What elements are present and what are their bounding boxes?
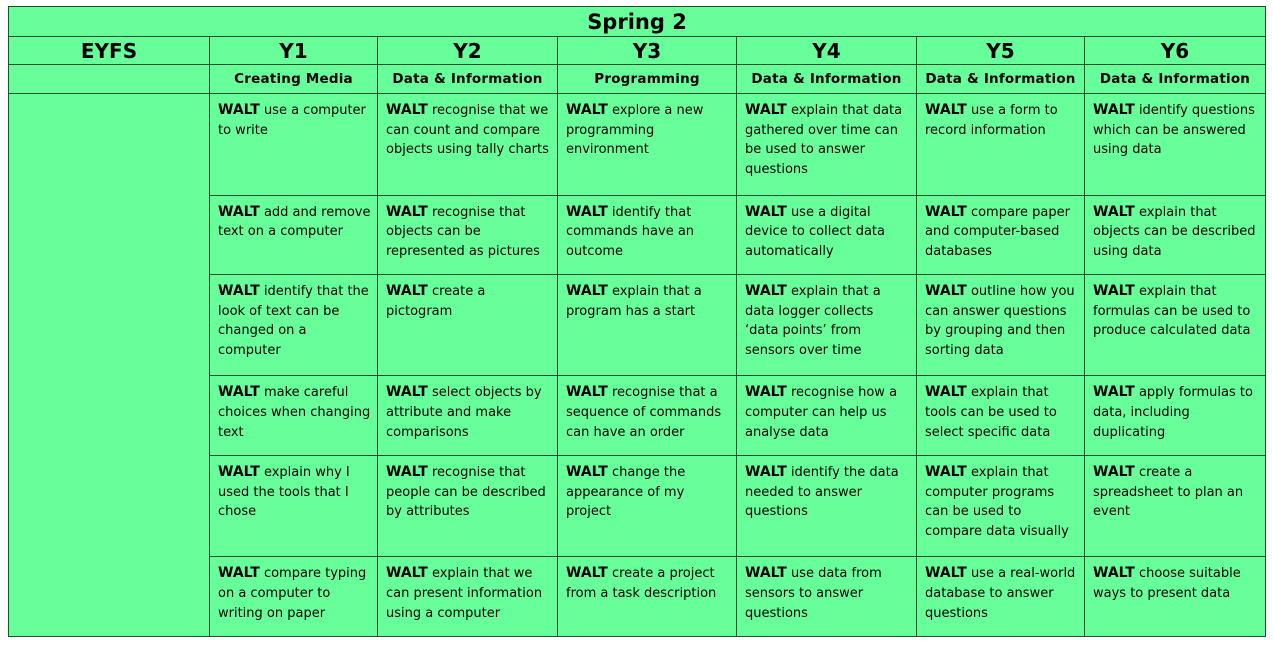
walt-label: WALT xyxy=(386,282,428,299)
objective-cell xyxy=(917,557,1085,637)
objective-text: recognise that we can count and compare objects using tally charts xyxy=(386,103,549,158)
objective-text: explain that computer programs can be used to compare data visually xyxy=(925,464,1069,539)
objective-cell xyxy=(737,455,917,557)
spring-2-table xyxy=(8,6,1266,637)
objective-cell xyxy=(210,376,378,455)
objective-cell xyxy=(210,274,378,376)
objective-text: use a form to record information xyxy=(925,103,1058,138)
year-header-y2: Y2 xyxy=(378,37,558,65)
objective-cell xyxy=(737,376,917,455)
year-header-y3: Y3 xyxy=(558,37,737,65)
objective-cell xyxy=(210,94,378,196)
objective-cell xyxy=(917,376,1085,455)
objective-text: explain that a program has a start xyxy=(566,283,702,319)
walt-label: WALT xyxy=(218,203,260,220)
objective-cell xyxy=(1085,274,1266,376)
walt-label: WALT xyxy=(386,463,428,480)
walt-label: WALT xyxy=(925,102,967,118)
objective-text: add and remove text on a computer xyxy=(218,204,371,240)
walt-label: WALT xyxy=(566,565,608,582)
walt-label: WALT xyxy=(1093,384,1135,401)
objective-text: outline how you can answer questions by grouping and then sorting data xyxy=(925,283,1075,358)
walt-label: WALT xyxy=(925,384,967,401)
year-header-eyfs: EYFS xyxy=(9,37,210,65)
subject-header-y6: Data & Information xyxy=(1085,65,1266,94)
objective-text: explain that data gathered over time can be used to answer questions xyxy=(745,103,903,177)
objective-cell xyxy=(210,455,378,557)
walt-label: WALT xyxy=(218,463,260,480)
walt-label: WALT xyxy=(745,384,787,401)
walt-label: WALT xyxy=(386,203,428,220)
walt-label: WALT xyxy=(745,565,787,582)
subject-header-y5: Data & Information xyxy=(917,65,1085,94)
objective-text: select objects by attribute and make comparisons xyxy=(386,385,542,440)
objective-text: apply formulas to data, including duplicating xyxy=(1093,385,1253,440)
subject-header-y2: Data & Information xyxy=(378,65,558,94)
objective-text: use a digital device to collect data automatically xyxy=(745,204,885,259)
walt-label: WALT xyxy=(925,463,967,480)
walt-label: WALT xyxy=(218,102,260,118)
objective-cell xyxy=(558,376,737,455)
objective-cell xyxy=(737,557,917,637)
page-title: Spring 2 xyxy=(9,7,1266,37)
objective-cell xyxy=(737,94,917,196)
subject-header-y4: Data & Information xyxy=(737,65,917,94)
walt-label: WALT xyxy=(745,282,787,299)
objective-text: identify the data needed to answer questions xyxy=(745,464,899,520)
walt-label: WALT xyxy=(566,282,608,299)
subject-header-y3: Programming xyxy=(558,65,737,94)
table-row xyxy=(9,94,1266,196)
objective-cell xyxy=(558,195,737,274)
walt-label: WALT xyxy=(566,203,608,220)
objective-text: identify that the look of text can be changed on a computer xyxy=(218,283,369,358)
objective-cell xyxy=(917,455,1085,557)
walt-label: WALT xyxy=(1093,282,1135,299)
objective-cell xyxy=(917,195,1085,274)
walt-label: WALT xyxy=(925,282,967,299)
walt-label: WALT xyxy=(925,565,967,582)
objective-text: create a pictogram xyxy=(386,283,486,319)
objective-text: make careful choices when changing text xyxy=(218,385,371,440)
objective-text: use a computer to write xyxy=(218,103,366,138)
objective-cell xyxy=(378,455,558,557)
objective-cell xyxy=(1085,195,1266,274)
objective-cell xyxy=(558,94,737,196)
objective-text: create a spreadsheet to plan an event xyxy=(1093,464,1244,520)
walt-label: WALT xyxy=(1093,565,1135,582)
walt-label: WALT xyxy=(218,565,260,582)
walt-label: WALT xyxy=(218,384,260,401)
objective-text: compare typing on a computer to writing on paper xyxy=(218,566,367,621)
walt-label: WALT xyxy=(745,102,787,118)
objective-cell xyxy=(1085,455,1266,557)
objective-cell xyxy=(1085,376,1266,455)
objectives-body xyxy=(9,94,1266,637)
objective-text: explain that formulas can be used to produce calculated data xyxy=(1093,283,1251,339)
subject-header-y1: Creating Media xyxy=(210,65,378,94)
objective-cell xyxy=(210,195,378,274)
objective-text: use a real-world database to answer questions xyxy=(925,566,1076,621)
objective-cell xyxy=(737,274,917,376)
objective-text: recognise that objects can be represented as pictures xyxy=(386,204,540,259)
objective-text: recognise that a sequence of commands can have an order xyxy=(566,385,722,440)
subject-header-eyfs xyxy=(9,65,210,94)
objective-cell xyxy=(1085,94,1266,196)
objective-cell xyxy=(210,557,378,637)
walt-label: WALT xyxy=(1093,463,1135,480)
objective-cell xyxy=(917,94,1085,196)
objective-cell xyxy=(378,195,558,274)
objective-text: create a project from a task description xyxy=(566,566,717,602)
objective-cell xyxy=(917,274,1085,376)
walt-label: WALT xyxy=(745,203,787,220)
objective-text: identify questions which can be answered using data xyxy=(1093,103,1255,158)
objective-cell xyxy=(378,274,558,376)
objective-text: change the appearance of my project xyxy=(566,464,686,520)
objective-text: explain that we can present information using a computer xyxy=(386,566,543,621)
walt-label: WALT xyxy=(386,102,428,118)
objective-cell xyxy=(558,274,737,376)
curriculum-grid xyxy=(8,6,1265,637)
objective-text: explain that tools can be used to select specific data xyxy=(925,385,1057,440)
objective-cell xyxy=(378,557,558,637)
objective-cell xyxy=(1085,557,1266,637)
year-header-y6: Y6 xyxy=(1085,37,1266,65)
year-header-row xyxy=(9,37,1266,65)
walt-label: WALT xyxy=(1093,203,1135,220)
objective-cell xyxy=(378,94,558,196)
objective-cell xyxy=(558,455,737,557)
walt-label: WALT xyxy=(218,282,260,299)
objective-text: explore a new programming environment xyxy=(566,103,704,158)
objective-cell xyxy=(378,376,558,455)
objective-text: explain that objects can be described using data xyxy=(1093,204,1256,259)
subject-header-row xyxy=(9,65,1266,94)
year-header-y5: Y5 xyxy=(917,37,1085,65)
walt-label: WALT xyxy=(566,102,608,118)
objective-text: choose suitable ways to present data xyxy=(1093,566,1241,602)
objective-text: identify that commands have an outcome xyxy=(566,204,695,259)
objective-text: recognise how a computer can help us analyse data xyxy=(745,385,898,440)
objective-text: explain that a data logger collects ‘data points’ from sensors over time xyxy=(745,283,881,358)
year-header-y4: Y4 xyxy=(737,37,917,65)
objective-text: use data from sensors to answer questions xyxy=(745,566,882,621)
objective-cell xyxy=(737,195,917,274)
objective-text: recognise that people can be described by attributes xyxy=(386,464,546,520)
objective-cell xyxy=(558,557,737,637)
walt-label: WALT xyxy=(925,203,967,220)
walt-label: WALT xyxy=(386,384,428,401)
walt-label: WALT xyxy=(1093,102,1135,118)
walt-label: WALT xyxy=(745,463,787,480)
year-header-y1: Y1 xyxy=(210,37,378,65)
walt-label: WALT xyxy=(386,565,428,582)
objective-text: explain why I used the tools that I chose xyxy=(218,464,350,520)
eyfs-column-cell xyxy=(9,94,210,637)
objective-text: compare paper and computer-based databases xyxy=(925,204,1070,259)
walt-label: WALT xyxy=(566,384,608,401)
walt-label: WALT xyxy=(566,463,608,480)
